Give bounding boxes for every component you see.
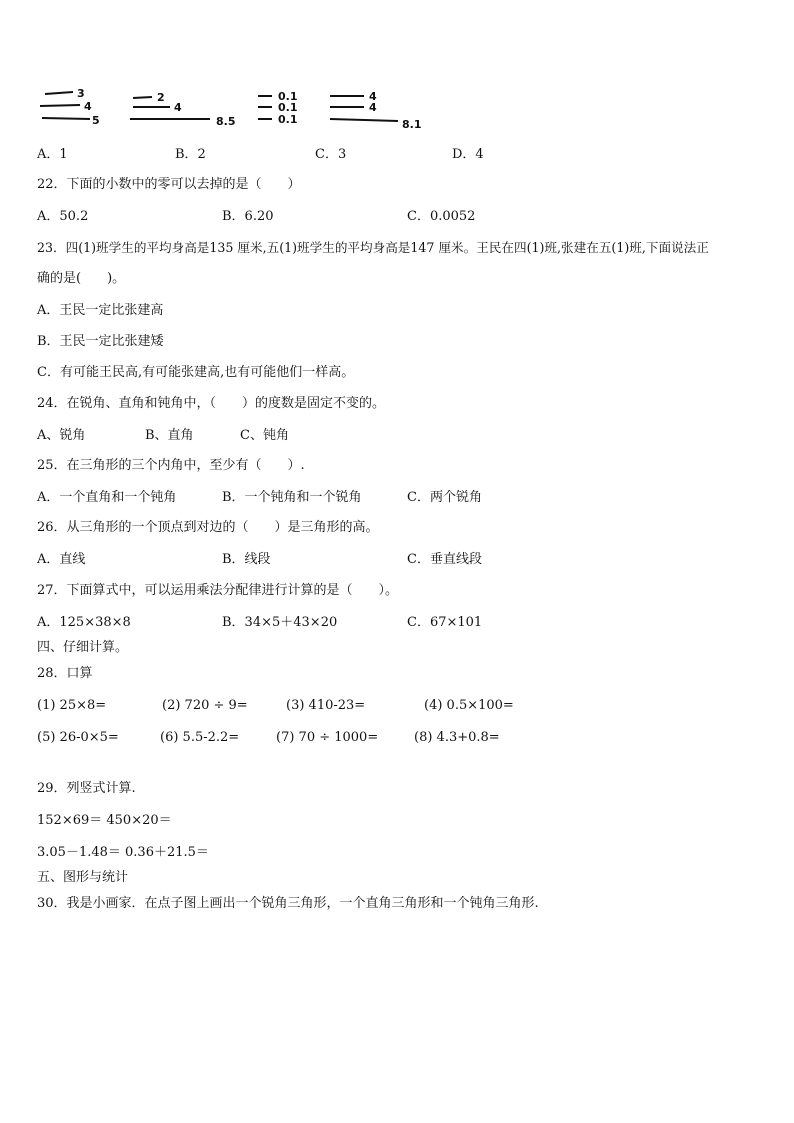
segment-label: 8.5	[216, 115, 236, 128]
segment-figures-svg	[0, 0, 794, 140]
segment-label: 8.1	[402, 118, 422, 131]
q23-option-c[interactable]: C．有可能王民高,有可能张建高,也有可能他们一样高。	[37, 365, 355, 380]
q28-item-1: (1) 25×8=	[37, 698, 107, 713]
segment-label: 5	[92, 114, 100, 127]
segment-figures	[0, 0, 794, 140]
segment-group-1	[40, 87, 100, 127]
q23-option-b[interactable]: B．王民一定比张建矮	[37, 334, 164, 349]
q28-item-6: (6) 5.5-2.2=	[160, 730, 240, 745]
q28-item-7: (7) 70 ÷ 1000=	[276, 730, 379, 745]
q24-option-b[interactable]: B、直角	[145, 428, 194, 443]
q28-item-2: (2) 720 ÷ 9=	[162, 698, 248, 713]
segment-line	[45, 92, 73, 94]
q28-item-3: (3) 410-23=	[286, 698, 366, 713]
segment-label: 4	[174, 101, 182, 114]
segment-label: 2	[157, 91, 165, 104]
q26-option-a[interactable]: A．直线	[37, 552, 86, 567]
q26-stem: 26．从三角形的一个顶点到对边的（ ）是三角形的高。	[37, 520, 379, 535]
segment-label: 0.1	[278, 90, 298, 103]
q21-option-c[interactable]: C．3	[315, 147, 347, 162]
q26-option-c[interactable]: C．垂直线段	[407, 552, 482, 567]
segment-label: 4	[369, 101, 377, 114]
q22-option-a[interactable]: A．50.2	[37, 209, 89, 224]
q29-stem: 29．列竖式计算.	[37, 781, 136, 796]
segment-group-2	[130, 91, 236, 128]
q28-item-5: (5) 26-0×5=	[37, 730, 119, 745]
q21-option-d[interactable]: D．4	[452, 147, 484, 162]
q24-option-c[interactable]: C、钝角	[240, 428, 289, 443]
q24-stem: 24．在锐角、直角和钝角中，（ ）的度数是固定不变的。	[37, 396, 386, 411]
q28-item-4: (4) 0.5×100=	[424, 698, 514, 713]
q25-option-b[interactable]: B．一个钝角和一个锐角	[222, 490, 362, 505]
section-4-heading: 四、仔细计算。	[37, 640, 129, 655]
q22-option-c[interactable]: C．0.0052	[407, 209, 476, 224]
q24-option-a[interactable]: A、锐角	[37, 428, 86, 443]
segment-line	[133, 97, 152, 98]
segment-line	[40, 105, 80, 106]
segment-line	[330, 119, 398, 121]
q27-option-b[interactable]: B．34×5＋43×20	[222, 615, 338, 630]
section-5-heading: 五、图形与统计	[37, 870, 129, 885]
segment-label: 4	[369, 90, 377, 103]
q21-option-b[interactable]: B．2	[175, 147, 206, 162]
q27-option-a[interactable]: A．125×38×8	[37, 615, 131, 630]
q23-stem-line2: 确的是( )。	[37, 271, 126, 286]
segment-label: 4	[84, 100, 92, 113]
q25-option-c[interactable]: C．两个锐角	[407, 490, 482, 505]
segment-label: 0.1	[278, 101, 298, 114]
segment-label: 3	[77, 87, 85, 100]
q23-option-a[interactable]: A．王民一定比张建高	[37, 303, 164, 318]
q22-option-b[interactable]: B．6.20	[222, 209, 274, 224]
segment-group-4	[330, 90, 422, 131]
segment-label: 0.1	[278, 113, 298, 126]
q25-option-a[interactable]: A．一个直角和一个钝角	[37, 490, 177, 505]
q27-option-c[interactable]: C．67×101	[407, 615, 483, 630]
q28-stem: 28．口算	[37, 666, 93, 681]
q28-item-8: (8) 4.3+0.8=	[414, 730, 500, 745]
q23-stem-line1: 23．四(1)班学生的平均身高是135 厘米,五(1)班学生的平均身高是147 厘米。王民在四(1)班,张建在五(1)班,下面说法正	[37, 240, 709, 255]
segment-line	[42, 118, 90, 119]
q21-option-a[interactable]: A．1	[37, 147, 68, 162]
q29-line-1: 152×69＝ 450×20＝	[37, 813, 172, 828]
q27-stem: 27．下面算式中，可以运用乘法分配律进行计算的是（ ）。	[37, 583, 399, 598]
q22-stem: 22．下面的小数中的零可以去掉的是（ ）	[37, 177, 301, 192]
q25-stem: 25．在三角形的三个内角中，至少有（ ）.	[37, 458, 305, 473]
q29-line-2: 3.05－1.48＝ 0.36＋21.5＝	[37, 845, 209, 860]
q26-option-b[interactable]: B．线段	[222, 552, 271, 567]
q30-stem: 30．我是小画家．在点子图上画出一个锐角三角形，一个直角三角形和一个钝角三角形.	[37, 896, 539, 911]
segment-group-3	[258, 90, 298, 126]
